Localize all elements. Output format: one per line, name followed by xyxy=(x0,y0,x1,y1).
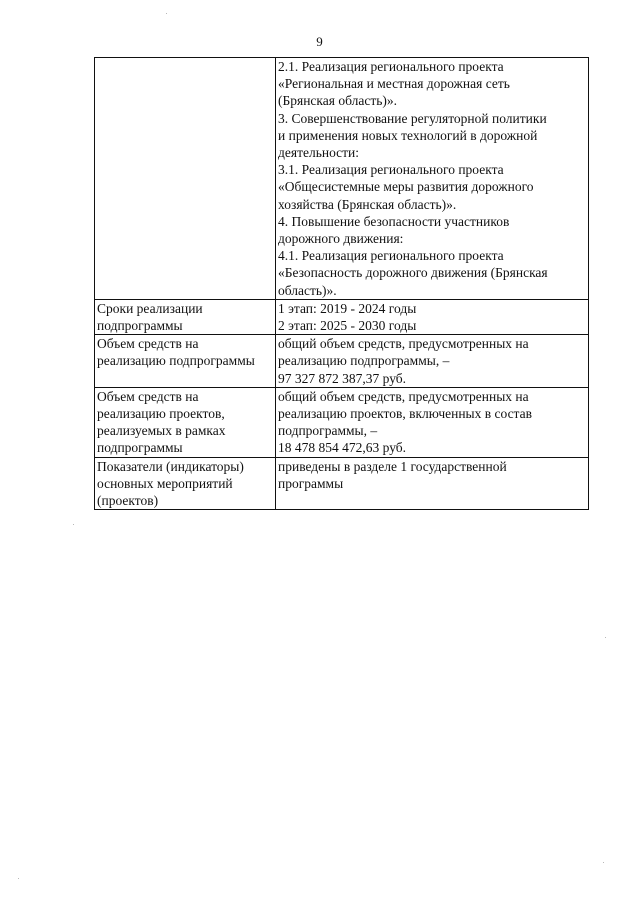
row-content: общий объем средств, предусмотренных на реализацию подпрограммы, – 97 327 872 387,37 руб. xyxy=(278,336,529,386)
row-label-cell xyxy=(95,387,276,457)
row-content: общий объем средств, предусмотренных на реализацию проектов, включенных в состав подпрограммы, – 18 478 854 472,63 руб. xyxy=(278,388,532,456)
table-row-indicators xyxy=(95,457,589,510)
table-row-projects-funding xyxy=(95,387,589,457)
table-row-regional-projects xyxy=(95,58,589,300)
subprogram-passport-table xyxy=(94,57,589,510)
row-label-cell xyxy=(95,58,276,300)
scan-speck xyxy=(603,862,604,863)
row-content-cell xyxy=(276,299,589,334)
row-label: Показатели (индикаторы) основных мероприятий (проектов) xyxy=(97,458,244,509)
row-content: 1 этап: 2019 - 2024 годы 2 этап: 2025 - 2030 годы xyxy=(278,300,417,334)
scan-speck xyxy=(18,878,19,879)
row-label-cell xyxy=(95,299,276,334)
scan-speck xyxy=(73,524,74,525)
row-content-cell xyxy=(276,335,589,388)
row-label: Объем средств на реализацию подпрограммы xyxy=(97,336,255,369)
page-number: 9 xyxy=(316,34,323,49)
scan-speck xyxy=(605,637,606,638)
table-row-implementation-period xyxy=(95,299,589,334)
scan-speck xyxy=(166,13,167,14)
row-content: приведены в разделе 1 государственной программы xyxy=(278,458,507,491)
row-content-cell xyxy=(276,387,589,457)
table-row-subprogram-funding xyxy=(95,335,589,388)
row-label-cell xyxy=(95,457,276,510)
row-content: 2.1. Реализация регионального проекта «Региональная и местная дорожная сеть (Брянская область)». 3. Совершенствование регуляторной политики и применения новых технологий в дорожной деятельности: 3.1. Реализация регионального проекта «Общесистемные меры развития дорожного хозяйства (Брянская область)». 4. Повышение безопасности участников дорожного движения: 4.1. Реализация регионального проекта «Безопасность дорожного движения (Брянская область)». xyxy=(278,59,548,298)
row-content-cell xyxy=(276,58,589,300)
row-label-cell xyxy=(95,335,276,388)
row-content-cell xyxy=(276,457,589,510)
row-label: Объем средств на реализацию проектов, реализуемых в рамках подпрограммы xyxy=(97,388,226,456)
row-label: Сроки реализации подпрограммы xyxy=(97,300,203,334)
